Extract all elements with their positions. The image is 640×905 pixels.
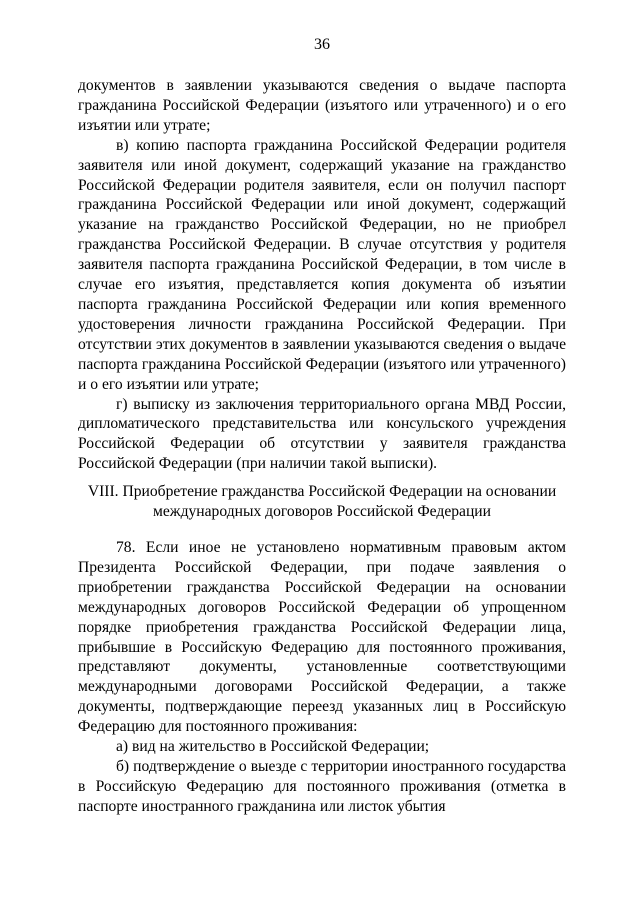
paragraph-item-a: а) вид на жительство в Российской Федерации; (116, 738, 430, 756)
top-text-block (78, 76, 566, 474)
paragraph-continuation: документов в заявлении указываются сведения о выдаче паспорта гражданина Российской Федерации (изъятого или утраченного) и о его изъятии или утрате; (78, 77, 566, 134)
paragraph-item-g: г) выписку из заключения территориального органа МВД России, дипломатического представительства или консульского учреждения Российской Федерации об отсутствии у заявителя гражданства Российской Федерации (при наличии такой выписки). (78, 395, 566, 473)
paragraph-item-v: в) копию паспорта гражданина Российской Федерации родителя заявителя или иной документ, содержащий указание на гражданство Российской Федерации родителя заявителя, если он получил паспорт гражданина Российской Федерации или иной документ, содержащий указание на гражданство Российской Федерации, но не приобрел гражданства Российской Федерации. В случае отсутствия у родителя заявителя паспорта гражданина Российской Федерации, в том числе в случае его изъятия, представляется копия документа об изъятии паспорта гражданина Российской Федерации или копия временного удостоверения личности гражданина Российской Федерации. При отсутствии этих документов в заявлении указываются сведения о выдаче паспорта гражданина Российской Федерации (изъятого или утраченного) и о его изъятии или утрате; (78, 136, 566, 393)
page-number: 36 (314, 36, 330, 53)
section-heading (78, 482, 566, 522)
section-heading-line-2: международных договоров Российской Федерации (153, 503, 491, 520)
bottom-text-block (78, 538, 566, 817)
section-heading-line-1: VIII. Приобретение гражданства Российской Федерации на основании (87, 483, 557, 500)
paragraph-item-b: б) подтверждение о выезде с территории иностранного государства в Российскую Федерацию для постоянного проживания (отметка в паспорте иностранного гражданина или листок убытия (78, 757, 566, 815)
paragraph-78: 78. Если иное не установлено нормативным правовым актом Президента Российской Федерации, при подаче заявления о приобретении гражданства Российской Федерации на основании международных договоров Российской Федерации об упрощенном порядке приобретения гражданства Российской Федерации лица, прибывшие в Российскую Федерацию для постоянного проживания, представляют документы, установленные соответствующими международными договорами Российской Федерации, а также документы, подтверждающие переезд указанных лиц в Российскую Федерацию для постоянного проживания: (78, 539, 566, 736)
